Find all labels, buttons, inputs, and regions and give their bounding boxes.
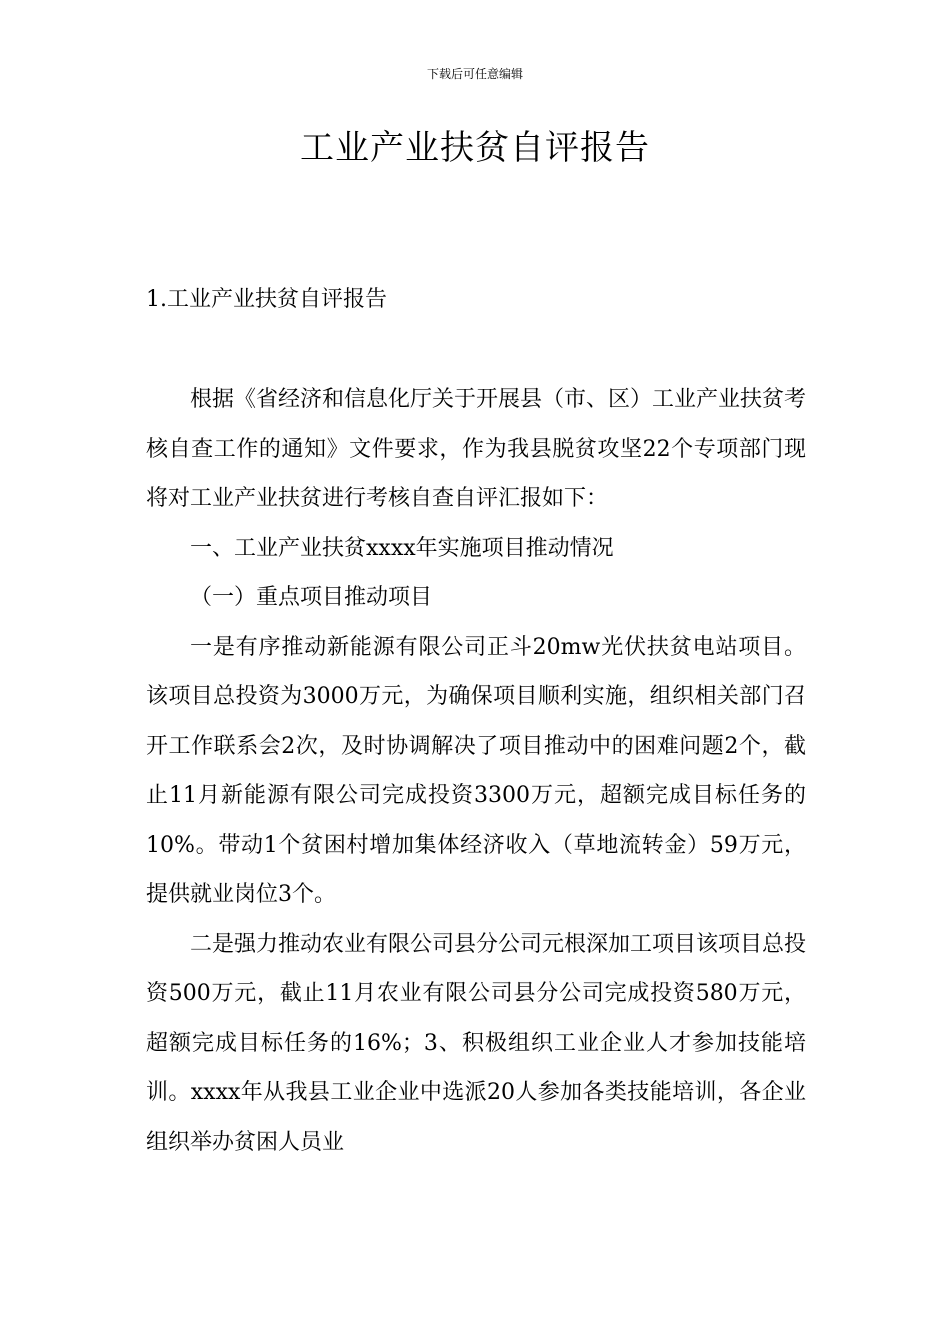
paragraph-project-one: 一是有序推动新能源有限公司正斗20mw光伏扶贫电站项目。该项目总投资为3000万元，为确保项目顺利实施，组织相关部门召开工作联系会2次，及时协调解决了项目推动中的困难问题2个，截止11月新能源有限公司完成投资3300万元，超额完成目标任务的10%。带动1个贫困村增加集体经济收入（草地流转金）59万元，提供就业岗位3个。 [146, 634, 806, 907]
paragraph-heading-one: 一、工业产业扶贫xxxx年实施项目推动情况 [190, 535, 614, 561]
document-body [146, 375, 806, 1167]
paragraph-intro: 根据《省经济和信息化厅关于开展县（市、区）工业产业扶贫考核自查工作的通知》文件要求，作为我县脱贫攻坚22个专项部门现将对工业产业扶贫进行考核自查自评汇报如下： [146, 387, 807, 511]
section-heading: 1.工业产业扶贫自评报告 [146, 287, 387, 312]
header-note: 下载后可任意编辑 [426, 67, 523, 81]
paragraph-project-two: 二是强力推动农业有限公司县分公司元根深加工项目该项目总投资500万元，截止11月农业有限公司县分公司完成投资580万元，超额完成目标任务的16%；3、积极组织工业企业人才参加技能培训。xxxx年从我县工业企业中选派20人参加各类技能培训，各企业组织举办贫困人员业 [146, 931, 807, 1155]
paragraph-subheading: （一）重点项目推动项目 [190, 585, 433, 610]
document-title: 工业产业扶贫自评报告 [300, 128, 650, 168]
